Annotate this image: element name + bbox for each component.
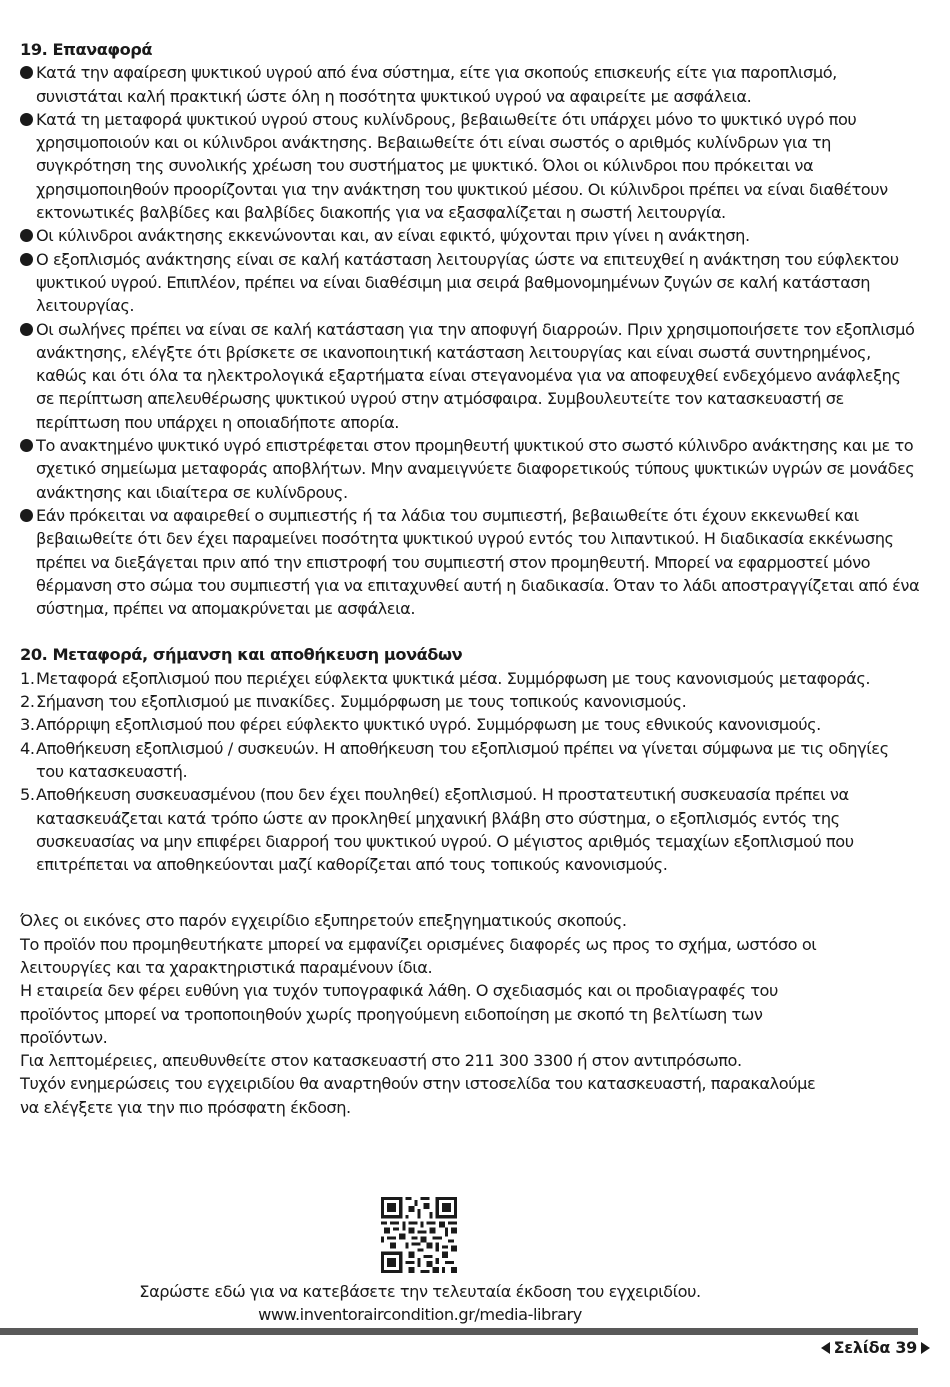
bullet-item (20, 434, 920, 504)
item-text: Σήμανση του εξοπλισμού με πινακίδες. Συμμόρφωση με τους τοπικούς κανονισμούς. (36, 692, 687, 712)
item-text: Απόρριψη εξοπλισμού που φέρει εύφλεκτο ψυκτικό υγρό. Συμμόρφωση με τους εθνικούς κανονισμούς. (36, 715, 821, 735)
previous-page-icon[interactable] (821, 1342, 830, 1354)
bullet-text: Οι σωλήνες πρέπει να είναι σε καλή κατάσταση για την αποφυγή διαρροών. Πριν χρησιμοποιήσετε τον εξοπλισμό ανάκτησης, ελέγξτε ότι βρίσκετε σε ικανοποιητική κατάσταση λειτουργίας και είναι σωστά συντηρημένος, καθώς και ότι όλα τα ηλεκτρολογικά εξαρτήματα είναι στεγανομένα για να αποφευχθεί ενδεχόμενο ανάφλεξης σε περίπτωση απελευθέρωσης ψυκτικού υγρού στην ατμόσφαιρα. Συμβουλευτείτε τον κατασκευαστή σε περίπτωση που υπάρχει η οποιαδήποτε απορία. (36, 319, 915, 432)
bullet-text: Εάν πρόκειται να αφαιρεθεί ο συμπιεστής ή τα λάδια του συμπιεστή, βεβαιωθείτε ότι έχουν εκκενωθεί και βεβαιωθείτε ότι δεν έχει παραμείνει ποσότητα ψυκτικού υγρού εντός του λιπαντικού. Η διαδικασία εκκένωσης πρέπει να διεξάγεται πριν από την επιστροφή του συμπιεστή στον προμηθευτή. Μπορεί να εφαρμοστεί μόνο θέρμανση στο σώμα του συμπιεστή για να επιταχυνθεί αυτή η διαδικασία. Όταν το λάδι αποστραγγίζεται από ένα σύστημα, πρέπει να απομακρύνεται με ασφάλεια. (36, 505, 920, 619)
numbered-item (20, 667, 920, 690)
numbered-item (20, 713, 920, 736)
disclaimer-line: Η εταιρεία δεν φέρει ευθύνη για τυχόν τυπογραφικά λάθη. Ο σχεδιασμός και οι προδιαγραφές του προϊόντος μπορεί να τροποποιηθούν χωρίς προηγούμενη ειδοποίηση με σκοπό τη βελτίωση των προϊόντων. (20, 981, 778, 1047)
numbered-item (20, 737, 920, 784)
item-number: 1. (20, 668, 35, 688)
qr-caption: Σαρώστε εδώ για να κατεβάσετε την τελευταία έκδοση του εγχειριδίου. (139, 1282, 701, 1301)
bullet-item (20, 248, 920, 318)
disclaimer-line: Το προϊόν που προμηθευτήκατε μπορεί να εμφανίζει ορισμένες διαφορές ως προς το σχήμα, ωστόσο οι λειτουργίες και τα χαρακτηριστικά παραμένουν ίδια. (20, 934, 817, 977)
numbered-item (20, 783, 920, 876)
section-20-heading: 20. Μεταφορά, σήμανση και αποθήκευση μονάδων (20, 645, 463, 665)
item-number: 5. (20, 785, 35, 805)
bullet-dot-icon (20, 323, 33, 336)
disclaimer-block (20, 909, 820, 1119)
bullet-item (20, 224, 920, 247)
page-navigation (821, 1337, 930, 1359)
bullet-dot-icon (20, 66, 33, 79)
item-number: 4. (20, 738, 35, 758)
item-number: 3. (20, 715, 35, 735)
bullet-dot-icon (20, 113, 33, 126)
bullet-text: Κατά την αφαίρεση ψυκτικού υγρού από ένα σύστημα, είτε για σκοπούς επισκευής είτε για παροπλισμό, συνιστάται καλή πρακτική ώστε όλη η ποσότητα ψυκτικού υγρού να αφαιρείτε με ασφάλεια. (36, 63, 837, 106)
bullet-dot-icon (20, 253, 33, 266)
qr-caption-block (0, 1280, 840, 1326)
bullet-item (20, 108, 920, 224)
bullet-text: Κατά τη μεταφορά ψυκτικού υγρού στους κυλίνδρους, βεβαιωθείτε ότι υπάρχει μόνο το ψυκτικό υγρό που χρησιμοποιούν και οι κύλινδροι ανάκτησης. Βεβαιωθείτε ότι είναι σωστός ο αριθμός κυλίνδρων για τη συγκρότηση της συνολικής χρέωση του συστήματος με ψυκτικό. Όλοι οι κύλινδροι που πρόκειται να χρησιμοποιηθούν προορίζονται για την ανάκτηση του ψυκτικού μέσου. Οι κύλινδροι πρέπει να είναι διαθέτουν εκτονωτικές βαλβίδες και βαλβίδες διακοπής για να εξασφαλίζεται η σωστή λειτουργία. (36, 109, 888, 223)
section-19-heading: 19. Επαναφορά (20, 40, 153, 59)
disclaimer-line: Για λεπτομέρειες, απευθυνθείτε στον κατασκευαστή στο 211 300 3300 ή στον αντιπρόσωπο. (20, 1051, 742, 1071)
item-number: 2. (20, 692, 35, 712)
bullet-text: Ο εξοπλισμός ανάκτησης είναι σε καλή κατάσταση λειτουργίας ώστε να επιτευχθεί η ανάκτηση του εύφλεκτου ψυκτικού υγρού. Επιπλέον, πρέπει να είναι διαθέσιμη μια σειρά βαθμονομημένων ζυγών σε καλή κατάσταση λειτουργίας. (36, 249, 899, 316)
bullet-dot-icon (20, 439, 33, 452)
bullet-dot-icon (20, 509, 33, 522)
bullet-text: Οι κύλινδροι ανάκτησης εκκενώνονται και, αν είναι εφικτό, ψύχονται πριν γίνει η ανάκτηση. (36, 226, 750, 246)
page-number: Σελίδα 39 (833, 1338, 917, 1357)
bullet-dot-icon (20, 229, 33, 242)
item-text: Αποθήκευση εξοπλισμού / συσκευών. Η αποθήκευση του εξοπλισμού πρέπει να γίνεται σύμφωνα με τις οδηγίες του κατασκευαστή. (36, 738, 889, 781)
media-library-link[interactable]: www.inventoraircondition.gr/media-library (258, 1305, 582, 1324)
numbered-item (20, 690, 920, 713)
bullet-text: Το ανακτημένο ψυκτικό υγρό επιστρέφεται στον προμηθευτή ψυκτικού στο σωστό κύλινδρο ανάκτησης και με το σχετικό σημείωμα μεταφοράς αποβλήτων. Μην αναμειγνύετε διαφορετικούς τύπους ψυκτικών υγρών σε μονάδες ανάκτησης και ιδιαίτερα σε κυλίνδρους. (36, 436, 915, 502)
bullet-item (20, 318, 920, 434)
qr-code-icon (381, 1197, 457, 1273)
footer-divider (0, 1328, 918, 1335)
disclaimer-line: Τυχόν ενημερώσεις του εγχειριδίου θα αναρτηθούν στην ιστοσελίδα του κατασκευαστή, παρακαλούμε να ελέγξετε για την πιο πρόσφατη έκδοση. (20, 1074, 816, 1117)
bullet-item (20, 504, 920, 620)
next-page-icon[interactable] (921, 1342, 930, 1354)
bullet-item (20, 61, 920, 108)
disclaimer-line: Όλες οι εικόνες στο παρόν εγχειρίδιο εξυπηρετούν επεξηγηματικούς σκοπούς. (20, 911, 627, 931)
item-text: Μεταφορά εξοπλισμού που περιέχει εύφλεκτα ψυκτικά μέσα. Συμμόρφωση με τους κανονισμούς μεταφοράς. (36, 668, 871, 688)
item-text: Αποθήκευση συσκευασμένου (που δεν έχει πουληθεί) εξοπλισμού. Η προστατευτική συσκευασία πρέπει να κατασκευάζεται κατά τρόπο ώστε αν προκληθεί μηχανική βλάβη στο σύστημα, ο εξοπλισμός εντός της συσκευασίας να μην επιφέρει διαρροή του ψυκτικού υγρού. Ο μέγιστος αριθμός τεμαχίων εξοπλισμού που επιτρέπεται να αποθηκεύονται μαζί καθορίζεται από τους τοπικούς κανονισμούς. (36, 785, 854, 875)
page-content (20, 38, 920, 1119)
